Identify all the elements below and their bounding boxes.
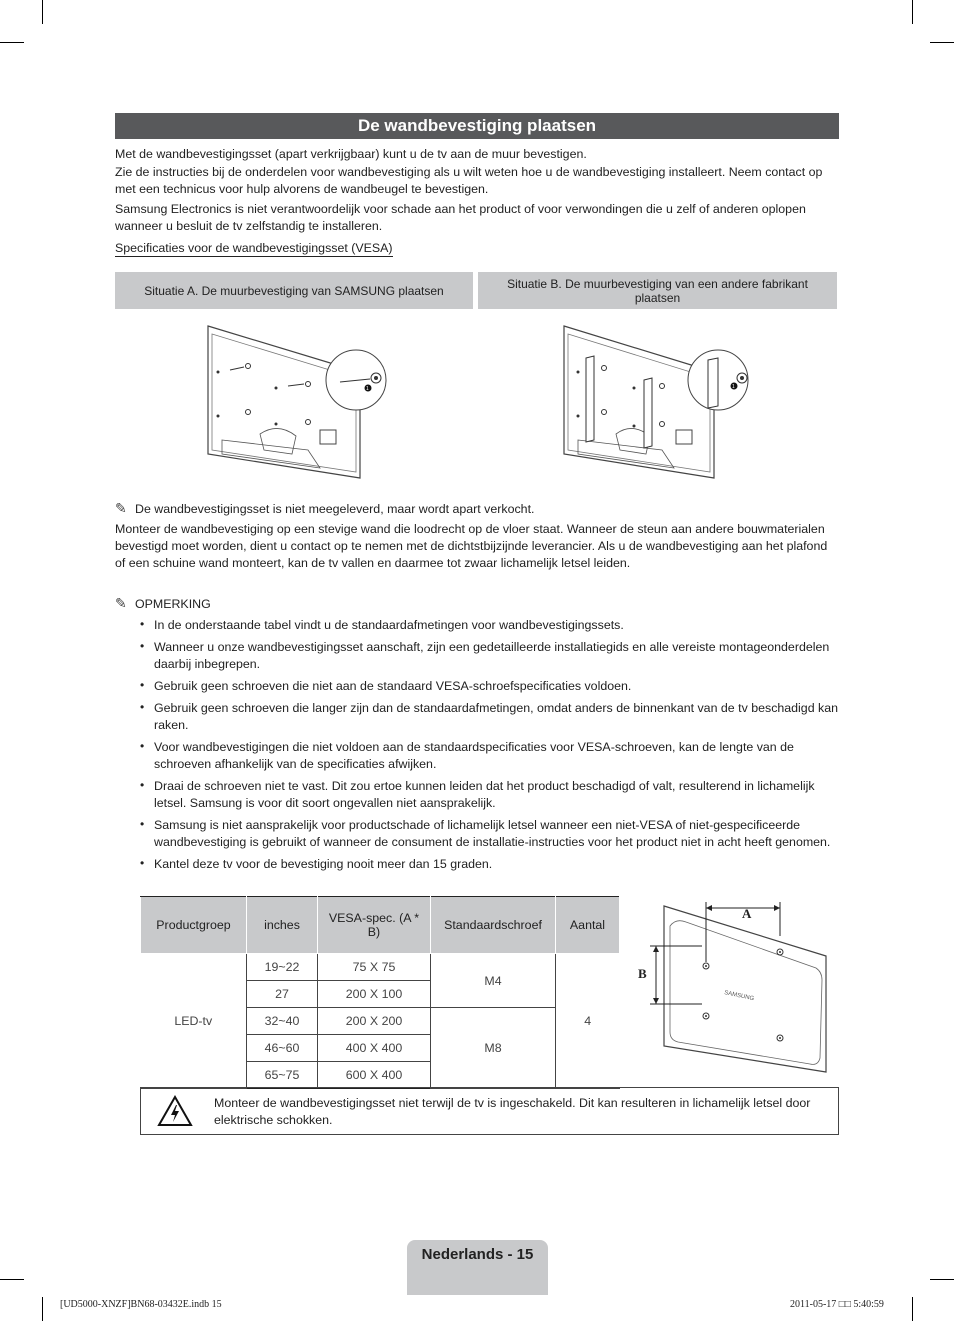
vesa-cell: 400 X 400	[318, 1035, 431, 1062]
inches-cell: 46~60	[247, 1035, 318, 1062]
inches-cell: 65~75	[247, 1062, 318, 1089]
note-heading	[115, 595, 839, 613]
brand-text: SAMSUNG	[723, 990, 755, 1003]
inches-cell: 32~40	[247, 1008, 318, 1035]
vesa-cell: 200 X 100	[318, 981, 431, 1008]
column-header: Aantal	[556, 897, 620, 954]
print-date: 2011-05-17 □□ 5:40:59	[790, 1299, 884, 1310]
note-label: OPMERKING	[135, 597, 211, 611]
page-number-tab: Nederlands - 15	[407, 1240, 548, 1295]
list-item: • Wanneer u onze wandbevestigingsset aanschaft, zijn een gedetailleerde installatiegids en alle vereiste montageonderdelen daarbij inbegrepen.	[140, 639, 840, 673]
pencil-icon: ✎	[115, 500, 127, 516]
pencil-icon: ✎	[115, 595, 127, 611]
warning-text: Monteer de wandbevestigingsset niet terwijl de tv is ingeschakeld. Dit kan resulteren in lichamelijk letsel door elektrische schokken.	[214, 1096, 811, 1127]
file-name: [UD5000-XNZF]BN68-03432E.indb 15	[60, 1299, 222, 1310]
electric-shock-warning-icon	[157, 1095, 193, 1127]
crop-mark	[42, 0, 43, 24]
intro-paragraph: Samsung Electronics is niet verantwoordelijk voor schade aan het product of voor verwondingen die u zelf of anderen oplopen wanneer u besluit de tv zelfstandig te installeren.	[115, 202, 806, 233]
note-bullet-list	[140, 617, 840, 878]
column-header: VESA-spec. (A * B)	[318, 897, 431, 954]
situation-a-header: Situatie A. De muurbevestiging van SAMSUNG plaatsen	[115, 272, 473, 309]
mount-paragraph: Monteer de wandbevestiging op een stevige wand die loodrecht op de vloer staat. Wanneer de steun aan andere bouwmaterialen bevestigd moet worden, dient u contact op te nemen met de dichtstbijzijnde leverancier. Als u de wandbevestiging aan het plafond of een schuine wand monteert, kan de tv vallen en daarmee tot zwaar lichamelijk letsel leiden.	[115, 522, 828, 570]
note-kit	[115, 500, 839, 518]
vesa-subheading: Specificaties voor de wandbevestigingsset (VESA)	[115, 241, 393, 255]
crop-mark	[912, 0, 913, 24]
screw-cell: M8	[431, 1008, 556, 1089]
warning-box	[140, 1087, 839, 1135]
crop-mark	[0, 42, 24, 43]
list-item: • Samsung is niet aansprakelijk voor productschade of lichamelijk letsel wanneer een niet-VESA of niet-gespecificeerde wandbevestiging is gebruikt of wanneer de consument de installatie-instructies voor het product niet in acht heeft genomen.	[140, 817, 840, 851]
figure-marker: 1	[732, 384, 735, 390]
tv-back-other-mount-figure	[558, 322, 768, 482]
crop-mark	[42, 1297, 43, 1321]
column-header: inches	[247, 897, 318, 954]
intro-paragraph: Zie de instructies bij de onderdelen voor wandbevestiging als u wilt weten hoe u de wandbevestiging installeert. Neem contact op met een technicus voor hulp alvorens de wandbeugel te bevestigen.	[115, 165, 823, 196]
list-item: • Voor wandbevestigingen die niet voldoen aan de standaardspecificaties voor VESA-schroeven, kan de lengte van de schroeven afhankelijk van de specificaties afwijken.	[140, 739, 840, 773]
inches-cell: 27	[247, 981, 318, 1008]
crop-mark	[0, 1279, 24, 1280]
vesa-cell: 600 X 400	[318, 1062, 431, 1089]
table-row	[141, 954, 620, 981]
product-group-cell: LED-tv	[141, 954, 247, 1089]
vesa-spec-table	[140, 896, 620, 1089]
column-header: Productgroep	[141, 897, 247, 954]
situation-b-header: Situatie B. De muurbevestiging van een andere fabrikant plaatsen	[478, 272, 837, 309]
crop-mark	[930, 42, 954, 43]
section-title: De wandbevestiging plaatsen	[115, 113, 839, 139]
figure-marker: 1	[366, 386, 369, 392]
list-item: • Gebruik geen schroeven die langer zijn dan de standaardafmetingen, omdat anders de binnenkant van de tv beschadigd kan raken.	[140, 700, 840, 734]
column-header: Standaardschroef	[431, 897, 556, 954]
note-kit-text: De wandbevestigingsset is niet meegeleverd, maar wordt apart verkocht.	[135, 502, 535, 516]
list-item: • Draai de schroeven niet te vast. Dit zou ertoe kunnen leiden dat het product beschadigd of valt, resulterend in lichamelijk letsel. Samsung is voor dit soort ongevallen niet aansprakelijk.	[140, 778, 840, 812]
screw-cell: M4	[431, 954, 556, 1008]
inches-cell: 19~22	[247, 954, 318, 981]
vesa-dimension-diagram	[636, 896, 836, 1076]
dimension-label-b: B	[638, 966, 647, 981]
intro-paragraph: Met de wandbevestigingsset (apart verkrijgbaar) kunt u de tv aan de muur bevestigen.	[115, 147, 587, 161]
tv-back-samsung-mount-figure	[200, 322, 400, 482]
list-item: • In de onderstaande tabel vindt u de standaardafmetingen voor wandbevestigingssets.	[140, 617, 840, 634]
list-item: • Kantel deze tv voor de bevestiging nooit meer dan 15 graden.	[140, 856, 840, 873]
quantity-cell: 4	[556, 954, 620, 1089]
crop-mark	[912, 1297, 913, 1321]
vesa-cell: 200 X 200	[318, 1008, 431, 1035]
list-item: • Gebruik geen schroeven die niet aan de standaard VESA-schroefspecificaties voldoen.	[140, 678, 840, 695]
crop-mark	[930, 1279, 954, 1280]
table-header-row	[141, 897, 620, 954]
vesa-cell: 75 X 75	[318, 954, 431, 981]
dimension-label-a: A	[742, 906, 752, 921]
